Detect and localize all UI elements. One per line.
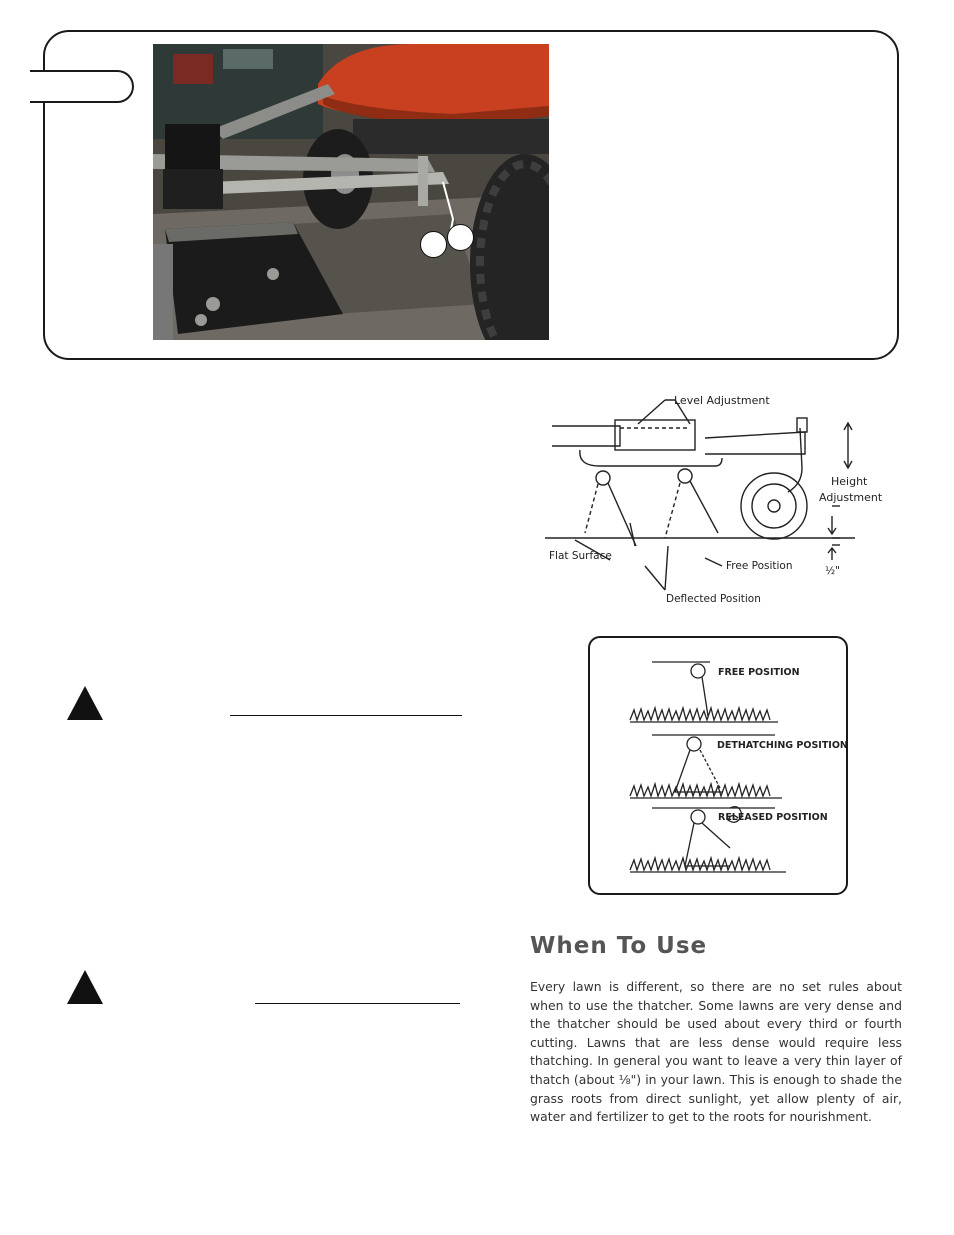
callout-circle-left [420, 231, 447, 258]
adjustment-diagram-drawing [540, 388, 910, 613]
tine-positions-box [588, 636, 848, 895]
label-deflected-position: Deflected Position [666, 593, 761, 605]
photo-illustration [153, 44, 549, 340]
adjustment-diagram [540, 388, 910, 613]
when-to-use-body: Every lawn is different, so there are no set rules about when to use the thatcher. Some lawns are very dense and the thatcher should be used about every third or fourth cutting. Lawns that are less dense would require less thatching. In general you want to leave a very thin layer of thatch (about ⅛") in your lawn. This is enough to shade the grass roots from direct sunlight, yet allow plenty of air, water and fertilizer to get to the roots for nourishment. [530, 979, 902, 1125]
tractor-hitch-photo [153, 44, 549, 340]
warning-rule-2 [255, 1003, 460, 1004]
warning-rule-1 [230, 715, 462, 716]
label-free-position: Free Position [726, 560, 793, 572]
section-tab [30, 70, 134, 103]
label-released-position: RELEASED POSITION [718, 812, 828, 823]
label-free-position-caps: FREE POSITION [718, 667, 800, 678]
warning-triangle-icon-2 [67, 970, 103, 1004]
tine-positions-drawing [590, 638, 846, 893]
label-height: Height [831, 475, 868, 488]
label-adjustment: Adjustment [819, 491, 883, 504]
label-dethatching-position: DETHATCHING POSITION [717, 740, 846, 751]
label-half-inch: ½" [825, 565, 841, 577]
label-level-adjustment: Level Adjustment [674, 394, 770, 407]
label-flat-surface: Flat Surface [549, 550, 612, 562]
warning-triangle-icon-1 [67, 686, 103, 720]
when-to-use-heading: When To Use [530, 933, 708, 959]
callout-circle-right [447, 224, 474, 251]
